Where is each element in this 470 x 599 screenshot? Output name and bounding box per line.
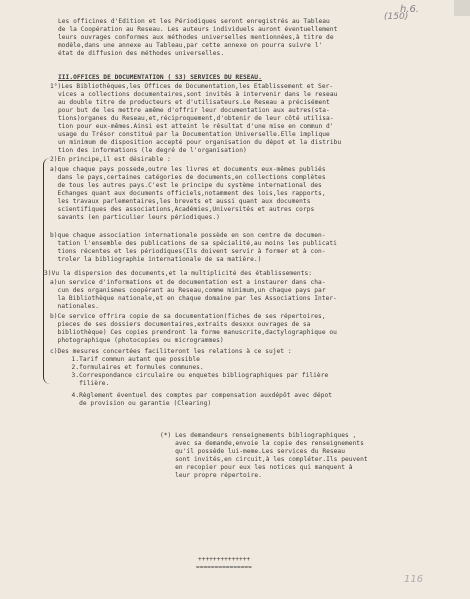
text-line: tation l'ensemble des publications de sa spécialité,au moins les publicati — [50, 240, 337, 247]
text-line: cun des organismes coopérant au Reseau,comme minimum,un chaque pays par — [50, 287, 326, 294]
text-line: sont invités,en circuit,à les compléter.Ils peuvent — [160, 456, 368, 463]
text-line: les travaux parlementaires,les brevets et aussi quant aux documents — [50, 198, 311, 205]
text-line: b)que chaque association internationale possède en son centre de documen- — [50, 232, 326, 239]
text-line: nationales. — [50, 303, 100, 310]
text-line: de la Coopération au Reseau. Les auteurs individuels auront éventuellement — [58, 26, 338, 33]
text-line: vices a collections documentaires,sont invités à intervenir dans le reseau — [58, 91, 338, 98]
text-line: 2.formulaires et formules communes. — [64, 364, 204, 371]
text-line: a)un service d'informations et de documentation est a instaurer dans cha- — [50, 279, 326, 286]
text-line: la Bibliothèque nationale,et en chaque domaine par les Associations Inter- — [50, 295, 337, 302]
text-line: bibliothèque) Ces copies prendront la forme manuscrite,dactylographique ou — [50, 329, 337, 336]
page-corner — [454, 0, 470, 16]
text-line: état de diffusion des méthodes universelles. — [58, 50, 225, 57]
bottom-right-note: 116 — [404, 574, 424, 585]
text-line: c)Des mesures concertées faciliteront les relations à ce sujet : — [50, 348, 292, 355]
text-line: en recopier pour eux les notices qui manquent à — [160, 464, 353, 471]
text-line: 4.Règlement éventuel des comptes par compensation auxdépôt avec dépot — [64, 392, 333, 399]
divider-plus-line: ++++++++++++++ — [198, 556, 251, 563]
text-line: savants (en particulier leurs périodiques.) — [50, 214, 220, 221]
text-line: modèle,dans une annexe au Tableau,par cette annexe on pourra suivre l' — [58, 42, 323, 49]
text-line: 1.Tarif commun autant que possible — [64, 356, 200, 363]
top-right-handwritten-note: h.6. — [400, 4, 420, 15]
text-line: filière. — [64, 380, 110, 387]
text-line: (*) Les demandeurs renseignements bibliographiques , — [160, 432, 357, 439]
text-line: un minimum de disposition accepté pour organisation du dépot et la distribu — [58, 139, 342, 146]
text-line: usage du Trésor constitué par la Documentation Universelle.Elle implique — [58, 131, 330, 138]
text-line: troler la bibliographie internationale de sa matière.) — [50, 256, 262, 263]
text-line: 2)En principe,il est désirable : — [50, 156, 171, 163]
text-line: leurs ouvrages conformes aux méthodes universelles mentionnées,à titre de — [58, 34, 334, 41]
page-number-note: (150) — [384, 12, 409, 22]
text-line: au double titre de producteurs et d'utilisateurs.Le Reseau a précisément — [58, 99, 330, 106]
text-line: pour but de les mettre amême d'offrir leur documentation aux autres(sta- — [58, 107, 330, 114]
text-line: qu'il possède lui-meme.Les services du Reseau — [160, 448, 345, 455]
text-line: 1°)Les Bibliothèques,les Offices de Documentation,les Etablissement et Ser- — [50, 83, 334, 90]
text-line: Echanges quant aux documents officiels,notamment des lois,les rapports, — [50, 190, 326, 197]
text-line: a)que chaque pays possede,outre les livres et documents eux-mêmes publiés — [50, 166, 326, 173]
text-line: Les officines d'Edition et les Périodiques seront enregistrés au Tableau — [58, 18, 330, 25]
text-line: 3.Correspondance circulaire ou enquetes bibliographiques par filière — [64, 372, 329, 379]
text-line: leur propre répertoire. — [160, 472, 262, 479]
text-line: pieces de ses dossiers documentaires,extraits desxxx ouvrages de sa — [50, 321, 311, 328]
text-line: b)Ce service offrira copie de sa documentation(fiches de ses répertoires, — [50, 313, 326, 320]
text-line: de tous les autres pays.C'est le principe du système international des — [50, 182, 322, 189]
section-heading: III.OFFICES DE DOCUMENTATION ( S3) SERVICES DU RESEAU. — [58, 74, 262, 81]
text-line: tion des informations (le degré de l'organisation) — [58, 147, 247, 154]
divider-equals-line: =============== — [196, 564, 252, 571]
text-line: scientifiques des associations,Académies,Universités et autres corps — [50, 206, 315, 213]
text-line: photographique (photocopies ou microgrammes) — [50, 337, 224, 344]
text-line: tions récentes et les périodiques(Ils doivent servir à former et à con- — [50, 248, 326, 255]
text-line: de provision ou garantie (Clearing) — [64, 400, 212, 407]
text-line: dans le pays,certaines catégories de documents,en collections complètes — [50, 174, 326, 181]
text-line: avec sa demande,envoie la copie des renseignements — [160, 440, 364, 447]
text-line: tion pour eux-mêmes.Ainsi est atteint le résultat d'une mise en commun d' — [58, 123, 334, 130]
text-line: tions)organes du Reseau,et,réciproquement,d'obtenir de leur côté utilisa- — [58, 115, 334, 122]
text-line: 3)Vu la dispersion des documents,et la multiplicité des établissements: — [44, 270, 313, 277]
